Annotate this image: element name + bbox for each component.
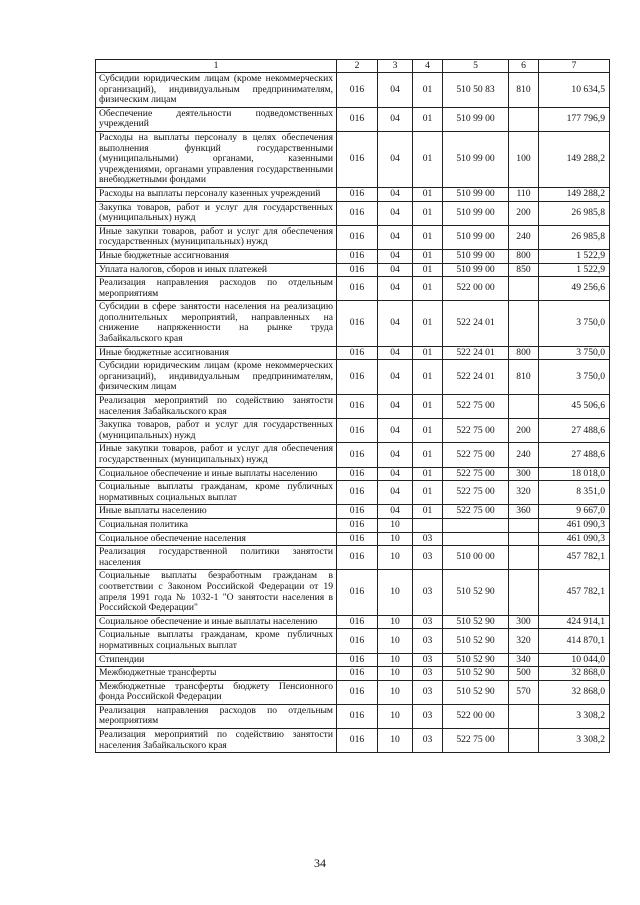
- ministry-code-cell: 016: [337, 615, 378, 629]
- target-article-code-cell: 522 75 00: [443, 467, 509, 481]
- table-row: [96, 667, 610, 681]
- amount-cell: 3 308,2: [539, 729, 610, 753]
- page-number: 34: [314, 856, 326, 870]
- subsection-code-cell: 01: [413, 443, 443, 467]
- subsection-code-cell: 01: [413, 187, 443, 201]
- subsection-code-cell: 01: [413, 73, 443, 108]
- amount-cell: 461 090,3: [539, 518, 610, 532]
- ministry-code-cell: 016: [337, 443, 378, 467]
- table-body: [96, 73, 610, 753]
- expense-type-code-cell: 300: [509, 467, 539, 481]
- amount-cell: 26 985,8: [539, 201, 610, 225]
- ministry-code-cell: 016: [337, 346, 378, 360]
- section-code-cell: 10: [378, 546, 413, 570]
- target-article-code-cell: 522 00 00: [443, 704, 509, 728]
- subsection-code-cell: 03: [413, 653, 443, 667]
- expense-type-code-cell: [509, 729, 539, 753]
- target-article-code-cell: 522 24 01: [443, 301, 509, 346]
- ministry-code-cell: 016: [337, 301, 378, 346]
- expense-name-cell: Социальное обеспечение и иные выплаты населению: [96, 615, 337, 629]
- subsection-code-cell: 01: [413, 263, 443, 277]
- table-header: [96, 60, 610, 73]
- section-code-cell: 04: [378, 443, 413, 467]
- expense-type-code-cell: [509, 301, 539, 346]
- table-row: [96, 532, 610, 546]
- section-code-cell: 04: [378, 395, 413, 419]
- ministry-code-cell: 016: [337, 729, 378, 753]
- expense-name-cell: Реализация мероприятий по содействию занятости населения Забайкальского края: [96, 395, 337, 419]
- section-code-cell: 04: [378, 277, 413, 301]
- subsection-code-cell: 03: [413, 729, 443, 753]
- table-row: [96, 615, 610, 629]
- expense-type-code-cell: 240: [509, 225, 539, 249]
- ministry-code-cell: 016: [337, 73, 378, 108]
- amount-cell: 149 288,2: [539, 187, 610, 201]
- section-code-cell: 04: [378, 360, 413, 395]
- section-code-cell: 10: [378, 629, 413, 653]
- amount-cell: 424 914,1: [539, 615, 610, 629]
- subsection-code-cell: 03: [413, 680, 443, 704]
- table-row: [96, 629, 610, 653]
- amount-cell: 45 506,6: [539, 395, 610, 419]
- table-row: [96, 131, 610, 187]
- expense-name-cell: Иные выплаты населению: [96, 505, 337, 519]
- ministry-code-cell: 016: [337, 249, 378, 263]
- ministry-code-cell: 016: [337, 131, 378, 187]
- subsection-code-cell: [413, 518, 443, 532]
- expense-type-code-cell: [509, 704, 539, 728]
- ministry-code-cell: 016: [337, 532, 378, 546]
- budget-table: [95, 59, 610, 753]
- amount-cell: 1 522,9: [539, 263, 610, 277]
- table-row: [96, 301, 610, 346]
- table-row: [96, 680, 610, 704]
- target-article-code-cell: 522 75 00: [443, 729, 509, 753]
- section-code-cell: 10: [378, 704, 413, 728]
- expense-type-code-cell: 810: [509, 360, 539, 395]
- expense-name-cell: Межбюджетные трансферты: [96, 667, 337, 681]
- section-code-cell: 10: [378, 570, 413, 615]
- table-row: [96, 346, 610, 360]
- expense-name-cell: Межбюджетные трансферты бюджету Пенсионного фонда Российской Федерации: [96, 680, 337, 704]
- ministry-code-cell: 016: [337, 360, 378, 395]
- table-row: [96, 107, 610, 131]
- header-row: [96, 60, 610, 73]
- amount-cell: 10 634,5: [539, 73, 610, 108]
- subsection-code-cell: 01: [413, 346, 443, 360]
- amount-cell: 461 090,3: [539, 532, 610, 546]
- expense-type-code-cell: 320: [509, 481, 539, 505]
- expense-name-cell: Иные бюджетные ассигнования: [96, 249, 337, 263]
- amount-cell: 32 868,0: [539, 680, 610, 704]
- ministry-code-cell: 016: [337, 629, 378, 653]
- section-code-cell: 04: [378, 187, 413, 201]
- table-row: [96, 481, 610, 505]
- expense-name-cell: Субсидии в сфере занятости населения на реализацию дополнительных мероприятий, направленных на снижение напряженности на рынке труда Забайкальского края: [96, 301, 337, 346]
- expense-type-code-cell: 340: [509, 653, 539, 667]
- subsection-code-cell: 01: [413, 419, 443, 443]
- expense-name-cell: Реализация направления расходов по отдельным мероприятиям: [96, 704, 337, 728]
- header-col-7: 7: [539, 60, 610, 73]
- subsection-code-cell: 01: [413, 249, 443, 263]
- section-code-cell: 04: [378, 481, 413, 505]
- expense-name-cell: Социальные выплаты гражданам, кроме публичных нормативных социальных выплат: [96, 481, 337, 505]
- subsection-code-cell: 01: [413, 107, 443, 131]
- expense-name-cell: Закупка товаров, работ и услуг для государственных (муниципальных) нужд: [96, 201, 337, 225]
- expense-type-code-cell: 110: [509, 187, 539, 201]
- target-article-code-cell: 522 00 00: [443, 277, 509, 301]
- ministry-code-cell: 016: [337, 680, 378, 704]
- expense-type-code-cell: 200: [509, 201, 539, 225]
- ministry-code-cell: 016: [337, 395, 378, 419]
- table-row: [96, 505, 610, 519]
- section-code-cell: 04: [378, 263, 413, 277]
- header-col-4: 4: [413, 60, 443, 73]
- table-row: [96, 419, 610, 443]
- expense-name-cell: Стипендии: [96, 653, 337, 667]
- amount-cell: 18 018,0: [539, 467, 610, 481]
- expense-name-cell: Иные бюджетные ассигнования: [96, 346, 337, 360]
- target-article-code-cell: 510 99 00: [443, 225, 509, 249]
- section-code-cell: 10: [378, 680, 413, 704]
- table-row: [96, 360, 610, 395]
- amount-cell: 27 488,6: [539, 419, 610, 443]
- subsection-code-cell: 03: [413, 615, 443, 629]
- expense-type-code-cell: [509, 107, 539, 131]
- table-row: [96, 201, 610, 225]
- target-article-code-cell: 510 99 00: [443, 249, 509, 263]
- expense-type-code-cell: 810: [509, 73, 539, 108]
- table-row: [96, 395, 610, 419]
- section-code-cell: 04: [378, 346, 413, 360]
- expense-name-cell: Реализация государственной политики занятости населения: [96, 546, 337, 570]
- target-article-code-cell: [443, 518, 509, 532]
- table-row: [96, 225, 610, 249]
- ministry-code-cell: 016: [337, 263, 378, 277]
- ministry-code-cell: 016: [337, 518, 378, 532]
- header-col-1: 1: [96, 60, 337, 73]
- table-row: [96, 546, 610, 570]
- ministry-code-cell: 016: [337, 505, 378, 519]
- section-code-cell: 04: [378, 301, 413, 346]
- expense-type-code-cell: 320: [509, 629, 539, 653]
- expense-name-cell: Обеспечение деятельности подведомственных учреждений: [96, 107, 337, 131]
- table-row: [96, 263, 610, 277]
- expense-type-code-cell: 800: [509, 249, 539, 263]
- table-row: [96, 467, 610, 481]
- subsection-code-cell: 01: [413, 131, 443, 187]
- subsection-code-cell: 01: [413, 467, 443, 481]
- expense-name-cell: Социальная политика: [96, 518, 337, 532]
- target-article-code-cell: 510 99 00: [443, 187, 509, 201]
- target-article-code-cell: 510 52 90: [443, 570, 509, 615]
- target-article-code-cell: 522 75 00: [443, 443, 509, 467]
- expense-name-cell: Социальное обеспечение и иные выплаты населению: [96, 467, 337, 481]
- section-code-cell: 04: [378, 249, 413, 263]
- expense-type-code-cell: 100: [509, 131, 539, 187]
- subsection-code-cell: 01: [413, 505, 443, 519]
- target-article-code-cell: 510 52 90: [443, 629, 509, 653]
- expense-type-code-cell: [509, 277, 539, 301]
- section-code-cell: 04: [378, 201, 413, 225]
- section-code-cell: 10: [378, 667, 413, 681]
- expense-type-code-cell: [509, 395, 539, 419]
- subsection-code-cell: 01: [413, 277, 443, 301]
- expense-type-code-cell: 240: [509, 443, 539, 467]
- ministry-code-cell: 016: [337, 667, 378, 681]
- subsection-code-cell: 01: [413, 225, 443, 249]
- expense-name-cell: Социальные выплаты гражданам, кроме публичных нормативных социальных выплат: [96, 629, 337, 653]
- target-article-code-cell: 510 99 00: [443, 201, 509, 225]
- target-article-code-cell: 510 52 90: [443, 667, 509, 681]
- ministry-code-cell: 016: [337, 201, 378, 225]
- expense-type-code-cell: [509, 570, 539, 615]
- header-col-3: 3: [378, 60, 413, 73]
- subsection-code-cell: 01: [413, 395, 443, 419]
- expense-type-code-cell: [509, 518, 539, 532]
- subsection-code-cell: 03: [413, 532, 443, 546]
- header-col-6: 6: [509, 60, 539, 73]
- section-code-cell: 04: [378, 107, 413, 131]
- target-article-code-cell: 522 75 00: [443, 419, 509, 443]
- section-code-cell: 10: [378, 729, 413, 753]
- expense-name-cell: Иные закупки товаров, работ и услуг для обеспечения государственных (муниципальных) нужд: [96, 225, 337, 249]
- expense-type-code-cell: 850: [509, 263, 539, 277]
- expense-name-cell: Социальное обеспечение населения: [96, 532, 337, 546]
- target-article-code-cell: 522 75 00: [443, 395, 509, 419]
- ministry-code-cell: 016: [337, 225, 378, 249]
- expense-name-cell: Закупка товаров, работ и услуг для государственных (муниципальных) нужд: [96, 419, 337, 443]
- ministry-code-cell: 016: [337, 107, 378, 131]
- amount-cell: 26 985,8: [539, 225, 610, 249]
- target-article-code-cell: 522 75 00: [443, 481, 509, 505]
- section-code-cell: 04: [378, 467, 413, 481]
- subsection-code-cell: 01: [413, 301, 443, 346]
- target-article-code-cell: [443, 532, 509, 546]
- expense-name-cell: Социальные выплаты безработным гражданам в соответствии с Законом Российской Федерации от 19 апреля 1991 года № 1032-1 "О занятости населения в Российской Федерации": [96, 570, 337, 615]
- amount-cell: 1 522,9: [539, 249, 610, 263]
- amount-cell: 27 488,6: [539, 443, 610, 467]
- expense-type-code-cell: 360: [509, 505, 539, 519]
- subsection-code-cell: 01: [413, 201, 443, 225]
- expense-name-cell: Расходы на выплаты персоналу в целях обеспечения выполнения функций государственными (муниципальными) органами, казенными учреждениями, органами управления государственными внебюджетными фондами: [96, 131, 337, 187]
- subsection-code-cell: 01: [413, 481, 443, 505]
- expense-type-code-cell: 800: [509, 346, 539, 360]
- table-row: [96, 518, 610, 532]
- amount-cell: 457 782,1: [539, 570, 610, 615]
- subsection-code-cell: 03: [413, 704, 443, 728]
- target-article-code-cell: 510 52 90: [443, 615, 509, 629]
- amount-cell: 414 870,1: [539, 629, 610, 653]
- subsection-code-cell: 01: [413, 360, 443, 395]
- table-row: [96, 73, 610, 108]
- expense-type-code-cell: 300: [509, 615, 539, 629]
- target-article-code-cell: 510 99 00: [443, 263, 509, 277]
- expense-name-cell: Субсидии юридическим лицам (кроме некоммерческих организаций), индивидуальным предпринимателям, физическим лицам: [96, 73, 337, 108]
- expense-name-cell: Субсидии юридическим лицам (кроме некоммерческих организаций), индивидуальным предпринимателям, физическим лицам: [96, 360, 337, 395]
- ministry-code-cell: 016: [337, 653, 378, 667]
- amount-cell: 3 750,0: [539, 346, 610, 360]
- expense-name-cell: Реализация мероприятий по содействию занятости населения Забайкальского края: [96, 729, 337, 753]
- ministry-code-cell: 016: [337, 704, 378, 728]
- ministry-code-cell: 016: [337, 187, 378, 201]
- table-row: [96, 729, 610, 753]
- target-article-code-cell: 522 24 01: [443, 346, 509, 360]
- expense-type-code-cell: [509, 532, 539, 546]
- table-row: [96, 249, 610, 263]
- amount-cell: 8 351,0: [539, 481, 610, 505]
- amount-cell: 3 750,0: [539, 301, 610, 346]
- table-row: [96, 277, 610, 301]
- target-article-code-cell: 510 52 90: [443, 653, 509, 667]
- expense-name-cell: Иные закупки товаров, работ и услуг для обеспечения государственных (муниципальных) нужд: [96, 443, 337, 467]
- ministry-code-cell: 016: [337, 467, 378, 481]
- target-article-code-cell: 522 75 00: [443, 505, 509, 519]
- amount-cell: 3 308,2: [539, 704, 610, 728]
- target-article-code-cell: 510 99 00: [443, 107, 509, 131]
- table-row: [96, 443, 610, 467]
- subsection-code-cell: 03: [413, 546, 443, 570]
- table-row: [96, 704, 610, 728]
- target-article-code-cell: 522 24 01: [443, 360, 509, 395]
- expense-name-cell: Уплата налогов, сборов и иных платежей: [96, 263, 337, 277]
- target-article-code-cell: 510 00 00: [443, 546, 509, 570]
- expense-type-code-cell: 570: [509, 680, 539, 704]
- target-article-code-cell: 510 52 90: [443, 680, 509, 704]
- amount-cell: 3 750,0: [539, 360, 610, 395]
- amount-cell: 457 782,1: [539, 546, 610, 570]
- target-article-code-cell: 510 50 83: [443, 73, 509, 108]
- expense-type-code-cell: 200: [509, 419, 539, 443]
- amount-cell: 10 044,0: [539, 653, 610, 667]
- section-code-cell: 04: [378, 419, 413, 443]
- section-code-cell: 04: [378, 131, 413, 187]
- expense-name-cell: Реализация направления расходов по отдельным мероприятиям: [96, 277, 337, 301]
- ministry-code-cell: 016: [337, 419, 378, 443]
- ministry-code-cell: 016: [337, 481, 378, 505]
- budget-table-container: [95, 59, 609, 753]
- subsection-code-cell: 03: [413, 570, 443, 615]
- target-article-code-cell: 510 99 00: [443, 131, 509, 187]
- section-code-cell: 04: [378, 225, 413, 249]
- amount-cell: 9 667,0: [539, 505, 610, 519]
- expense-type-code-cell: 500: [509, 667, 539, 681]
- expense-type-code-cell: [509, 546, 539, 570]
- section-code-cell: 04: [378, 73, 413, 108]
- amount-cell: 149 288,2: [539, 131, 610, 187]
- ministry-code-cell: 016: [337, 570, 378, 615]
- table-row: [96, 570, 610, 615]
- section-code-cell: 10: [378, 518, 413, 532]
- section-code-cell: 10: [378, 532, 413, 546]
- table-row: [96, 187, 610, 201]
- subsection-code-cell: 03: [413, 629, 443, 653]
- section-code-cell: 04: [378, 505, 413, 519]
- ministry-code-cell: 016: [337, 277, 378, 301]
- section-code-cell: 10: [378, 653, 413, 667]
- header-col-2: 2: [337, 60, 378, 73]
- expense-name-cell: Расходы на выплаты персоналу казенных учреждений: [96, 187, 337, 201]
- section-code-cell: 10: [378, 615, 413, 629]
- amount-cell: 177 796,9: [539, 107, 610, 131]
- ministry-code-cell: 016: [337, 546, 378, 570]
- header-col-5: 5: [443, 60, 509, 73]
- amount-cell: 49 256,6: [539, 277, 610, 301]
- table-row: [96, 653, 610, 667]
- subsection-code-cell: 03: [413, 667, 443, 681]
- amount-cell: 32 868,0: [539, 667, 610, 681]
